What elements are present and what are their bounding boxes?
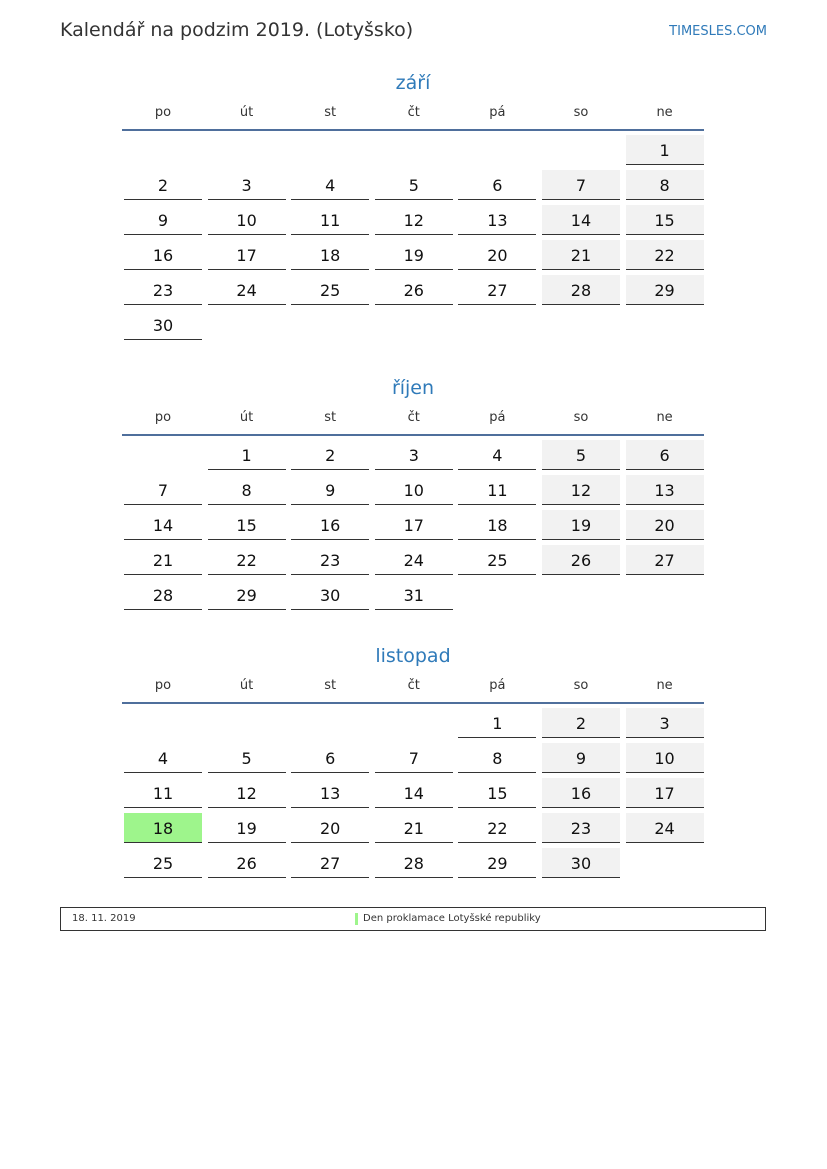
weekday-label: st [324,105,337,120]
day-cell: 22 [626,240,704,270]
weekday-label: ne [656,410,673,425]
days-grid [124,440,704,615]
day-cell: 13 [626,475,704,505]
day-cell: 27 [458,275,536,305]
day-cell: 9 [124,205,202,235]
empty-cell [124,440,202,470]
month-title: listopad [375,645,451,667]
day-cell: 30 [124,310,202,340]
day-cell: 24 [626,813,704,843]
day-cell: 23 [291,545,369,575]
site-link[interactable]: TIMESLES.COM [669,24,767,39]
day-cell: 11 [291,205,369,235]
day-cell: 19 [542,510,620,540]
day-cell: 10 [375,475,453,505]
day-cell: 6 [458,170,536,200]
month-october [122,373,704,615]
weekday-header-row [124,403,704,431]
weekday-label: čt [407,678,420,693]
day-cell: 21 [375,813,453,843]
day-cell: 14 [375,778,453,808]
day-cell: 24 [208,275,286,305]
empty-cell [208,708,286,738]
month-title: říjen [391,377,435,399]
day-cell: 2 [542,708,620,738]
weekday-label: ne [656,105,673,120]
day-cell: 27 [626,545,704,575]
weekday-header-row [124,98,704,126]
day-cell: 1 [458,708,536,738]
weekday-label: ne [656,678,673,693]
day-cell: 6 [626,440,704,470]
day-cell: 7 [124,475,202,505]
day-cell: 25 [291,275,369,305]
day-cell: 18 [458,510,536,540]
day-cell: 20 [458,240,536,270]
day-cell: 30 [542,848,620,878]
weekday-label: čt [407,105,420,120]
day-cell: 11 [124,778,202,808]
day-cell: 4 [124,743,202,773]
day-cell: 22 [458,813,536,843]
day-cell: 25 [124,848,202,878]
day-cell: 4 [291,170,369,200]
header-divider [122,129,704,131]
day-cell: 8 [458,743,536,773]
day-cell: 12 [542,475,620,505]
day-cell: 22 [208,545,286,575]
day-cell: 4 [458,440,536,470]
day-cell: 20 [291,813,369,843]
day-cell: 19 [208,813,286,843]
empty-cell [208,135,286,165]
day-cell: 29 [208,580,286,610]
day-cell: 3 [375,440,453,470]
weekday-label: st [324,678,337,693]
day-cell: 13 [291,778,369,808]
empty-cell [458,135,536,165]
day-cell: 10 [626,743,704,773]
weekday-label: pá [489,105,506,120]
legend-date: 18. 11. 2019 [72,913,136,924]
day-cell: 9 [542,743,620,773]
weekday-label: út [239,105,254,120]
weekday-label: út [239,678,254,693]
day-cell: 1 [208,440,286,470]
day-cell: 8 [208,475,286,505]
day-cell: 29 [458,848,536,878]
day-cell: 2 [124,170,202,200]
day-cell: 2 [291,440,369,470]
month-title: září [395,72,431,94]
weekday-label: čt [407,410,420,425]
day-cell: 12 [208,778,286,808]
weekday-label: so [573,105,589,120]
day-cell: 17 [375,510,453,540]
day-cell: 13 [458,205,536,235]
day-cell: 16 [291,510,369,540]
days-grid [124,135,704,345]
day-cell: 12 [375,205,453,235]
weekday-label: st [324,410,337,425]
day-cell: 28 [124,580,202,610]
day-cell: 16 [542,778,620,808]
day-cell: 5 [542,440,620,470]
day-cell: 5 [208,743,286,773]
day-cell: 7 [542,170,620,200]
day-cell: 19 [375,240,453,270]
day-cell: 23 [124,275,202,305]
weekday-header-row [124,671,704,699]
weekday-label: pá [489,678,506,693]
day-cell: 27 [291,848,369,878]
day-cell: 15 [458,778,536,808]
weekday-label: po [154,105,172,120]
day-cell: 21 [124,545,202,575]
day-cell: 17 [626,778,704,808]
day-cell: 20 [626,510,704,540]
weekday-label: po [154,678,172,693]
empty-cell [375,708,453,738]
day-cell: 14 [542,205,620,235]
day-cell: 16 [124,240,202,270]
day-cell: 24 [375,545,453,575]
day-cell: 25 [458,545,536,575]
day-cell: 8 [626,170,704,200]
day-cell: 18 [291,240,369,270]
month-november [122,641,704,883]
holiday-legend [60,907,766,931]
day-cell: 11 [458,475,536,505]
page-title: Kalendář na podzim 2019. (Lotyšsko) [60,19,414,41]
day-cell: 5 [375,170,453,200]
weekday-label: po [154,410,172,425]
day-cell: 28 [375,848,453,878]
empty-cell [375,135,453,165]
weekday-label: pá [489,410,506,425]
day-cell: 3 [626,708,704,738]
weekday-label: so [573,410,589,425]
empty-cell [124,135,202,165]
month-september [122,68,704,345]
header-divider [122,702,704,704]
day-cell: 29 [626,275,704,305]
empty-cell [291,708,369,738]
day-cell: 6 [291,743,369,773]
day-cell: 21 [542,240,620,270]
day-cell: 23 [542,813,620,843]
days-grid [124,708,704,883]
weekday-label: so [573,678,589,693]
day-cell: 31 [375,580,453,610]
day-cell: 7 [375,743,453,773]
day-cell: 15 [626,205,704,235]
empty-cell [542,135,620,165]
day-cell: 26 [375,275,453,305]
legend-holiday-name: Den proklamace Lotyšské republiky [363,913,541,924]
day-cell: 9 [291,475,369,505]
weekday-label: út [239,410,254,425]
day-cell: 3 [208,170,286,200]
day-cell: 10 [208,205,286,235]
day-cell: 14 [124,510,202,540]
day-cell: 17 [208,240,286,270]
empty-cell [124,708,202,738]
day-cell: 1 [626,135,704,165]
holiday-day-cell: 18 [124,813,202,843]
legend-color-marker [355,913,358,925]
day-cell: 15 [208,510,286,540]
day-cell: 26 [208,848,286,878]
day-cell: 26 [542,545,620,575]
day-cell: 30 [291,580,369,610]
empty-cell [291,135,369,165]
header-divider [122,434,704,436]
day-cell: 28 [542,275,620,305]
